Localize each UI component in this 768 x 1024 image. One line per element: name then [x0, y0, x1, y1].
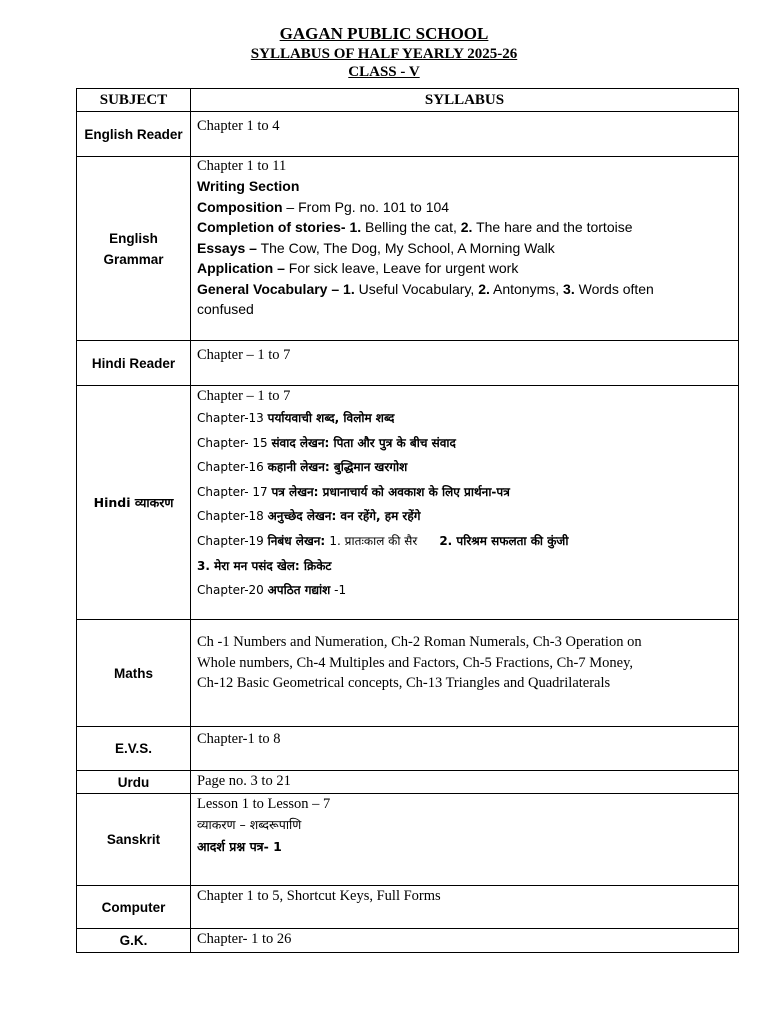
subject-label-line: English — [109, 230, 158, 246]
vocabulary-line-cont: confused — [197, 301, 254, 317]
hindi-chapter-16: Chapter-16 कहानी लेखन: बुद्धिमान खरगोश — [197, 460, 408, 475]
application-line: Application – For sick leave, Leave for urgent work — [197, 260, 519, 276]
table-row — [77, 794, 739, 886]
syllabus-column-header: SYLLABUS — [191, 89, 739, 112]
stories-line: Completion of stories- 1. Belling the cat, 2. The hare and the tortoise — [197, 219, 633, 235]
syllabus-hindi-vyakaran — [191, 386, 739, 620]
table-row — [77, 112, 739, 157]
syllabus-line: Chapter- 1 to 26 — [197, 931, 292, 947]
subject-english-reader: English Reader — [77, 112, 191, 157]
subject-hindi-reader: Hindi Reader — [77, 341, 191, 386]
syllabus-line: Chapter 1 to 11 — [197, 158, 287, 174]
syllabus-hindi-reader — [191, 341, 739, 386]
table-row — [77, 157, 739, 341]
syllabus-computer — [191, 886, 739, 929]
class-label: CLASS - V — [348, 64, 420, 80]
subject-english-grammar — [77, 157, 191, 341]
subject-computer: Computer — [77, 886, 191, 929]
subject-gk: G.K. — [77, 929, 191, 953]
syllabus-table — [76, 88, 739, 953]
syllabus-line: Chapter – 1 to 7 — [197, 347, 291, 363]
subject-maths: Maths — [77, 620, 191, 727]
syllabus-line: Chapter 1 to 4 — [197, 118, 280, 134]
hindi-chapter-18: Chapter-18 अनुच्छेद लेखन: वन रहेंगे, हम रहेंगे — [197, 509, 421, 524]
school-name: GAGAN PUBLIC SCHOOL — [279, 24, 489, 43]
syllabus-line: आदर्श प्रश्न पत्र- 1 — [197, 839, 282, 854]
subject-hindi-vyakaran: Hindi व्याकरण — [77, 386, 191, 620]
syllabus-maths — [191, 620, 739, 727]
hindi-chapter-19-cont: 3. मेरा मन पसंद खेल: क्रिकेट — [197, 558, 332, 573]
hindi-chapter-13: Chapter-13 पर्यायवाची शब्द, विलोम शब्द — [197, 411, 395, 425]
syllabus-line: Lesson 1 to Lesson – 7 — [197, 796, 331, 812]
vocabulary-line: General Vocabulary – 1. Useful Vocabulary, 2. Antonyms, 3. Words often — [197, 280, 654, 297]
syllabus-line: Whole numbers, Ch-4 Multiples and Factors, Ch-5 Fractions, Ch-7 Money, — [197, 654, 634, 671]
hindi-chapter-17: Chapter- 17 पत्र लेखन: प्रधानाचार्य को अवकाश के लिए प्रार्थना-पत्र — [197, 484, 510, 499]
syllabus-line: Chapter – 1 to 7 — [197, 388, 291, 404]
subject-column-header: SUBJECT — [77, 89, 191, 112]
subject-label-line: Grammar — [103, 251, 164, 267]
syllabus-english-grammar — [191, 157, 739, 341]
syllabus-line: Ch-12 Basic Geometrical concepts, Ch-13 Triangles and Quadrilaterals — [197, 675, 611, 691]
syllabus-english-reader — [191, 112, 739, 157]
hindi-chapter-19: Chapter-19 निबंध लेखन: 1. प्रातःकाल की सैर 2. परिश्रम सफलता की कुंजी — [197, 533, 569, 548]
syllabus-line: Chapter-1 to 8 — [197, 731, 281, 747]
essays-line: Essays – The Cow, The Dog, My School, A Morning Walk — [197, 239, 555, 256]
subject-sanskrit: Sanskrit — [77, 794, 191, 886]
document-title: SYLLABUS OF HALF YEARLY 2025-26 — [250, 46, 518, 62]
table-row — [77, 341, 739, 386]
syllabus-gk — [191, 929, 739, 953]
table-header-row — [77, 89, 739, 112]
syllabus-evs — [191, 727, 739, 771]
composition-line: Composition – From Pg. no. 101 to 104 — [197, 198, 450, 215]
table-row — [77, 929, 739, 953]
syllabus-line: व्याकरण – शब्दरूपाणि — [197, 817, 302, 832]
hindi-chapter-20: Chapter-20 अपठित गद्यांश -1 — [197, 583, 347, 598]
syllabus-sanskrit — [191, 794, 739, 886]
syllabus-line: Chapter 1 to 5, Shortcut Keys, Full Forms — [197, 888, 441, 904]
syllabus-urdu — [191, 771, 739, 794]
subject-evs: E.V.S. — [77, 727, 191, 771]
table-row — [77, 727, 739, 771]
hindi-chapter-15: Chapter- 15 संवाद लेखन: पिता और पुत्र के बीच संवाद — [197, 435, 456, 450]
table-row — [77, 386, 739, 620]
table-row — [77, 771, 739, 794]
subject-urdu: Urdu — [77, 771, 191, 794]
syllabus-line: Ch -1 Numbers and Numeration, Ch-2 Roman Numerals, Ch-3 Operation on — [197, 634, 642, 650]
syllabus-line: Page no. 3 to 21 — [197, 773, 291, 789]
writing-section-heading: Writing Section — [197, 178, 300, 194]
table-row — [77, 620, 739, 727]
table-row — [77, 886, 739, 929]
